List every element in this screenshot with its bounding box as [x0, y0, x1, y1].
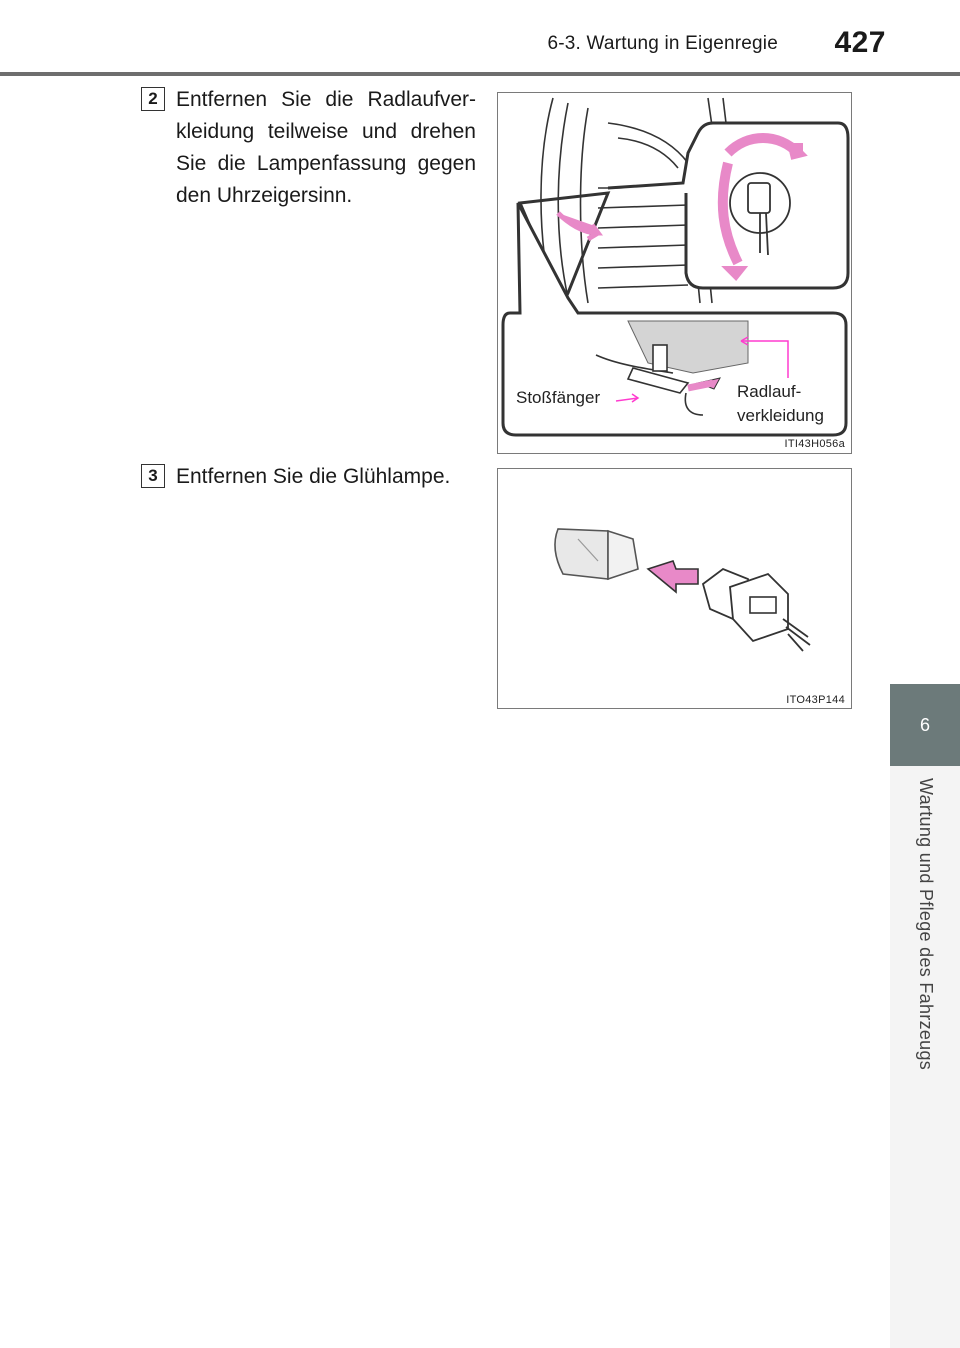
section-title: 6-3. Wartung in Eigenregie: [547, 33, 778, 54]
figure-code: ITO43P144: [786, 694, 845, 706]
figure-code: ITI43H056a: [784, 438, 845, 450]
chapter-title: Wartung und Pflege des Fahrzeugs: [916, 778, 936, 1071]
step-number-badge: 2: [141, 87, 165, 111]
page-number: 427: [834, 26, 886, 59]
header-rule: [0, 72, 960, 76]
bulb-removal-illustration: [498, 469, 851, 708]
figure-wheel-liner: [497, 92, 852, 454]
step-instruction: Entfernen Sie die Glühlampe.: [176, 465, 451, 488]
label-bumper: Stoßfänger: [516, 388, 601, 407]
label-wheel-liner-line1: Radlauf-: [737, 382, 802, 401]
step-number-badge: 3: [141, 464, 165, 488]
chapter-tab[interactable]: [890, 684, 960, 766]
step-instruction: Entfernen Sie die Radlaufver-kleidung teilweise und drehen Sie die Lampenfassung gegen den Uhrzeigersinn.: [176, 88, 476, 207]
chapter-number: 6: [919, 714, 930, 735]
label-wheel-liner-line2: verkleidung: [737, 406, 824, 425]
figure-bulb-removal: [497, 468, 852, 709]
